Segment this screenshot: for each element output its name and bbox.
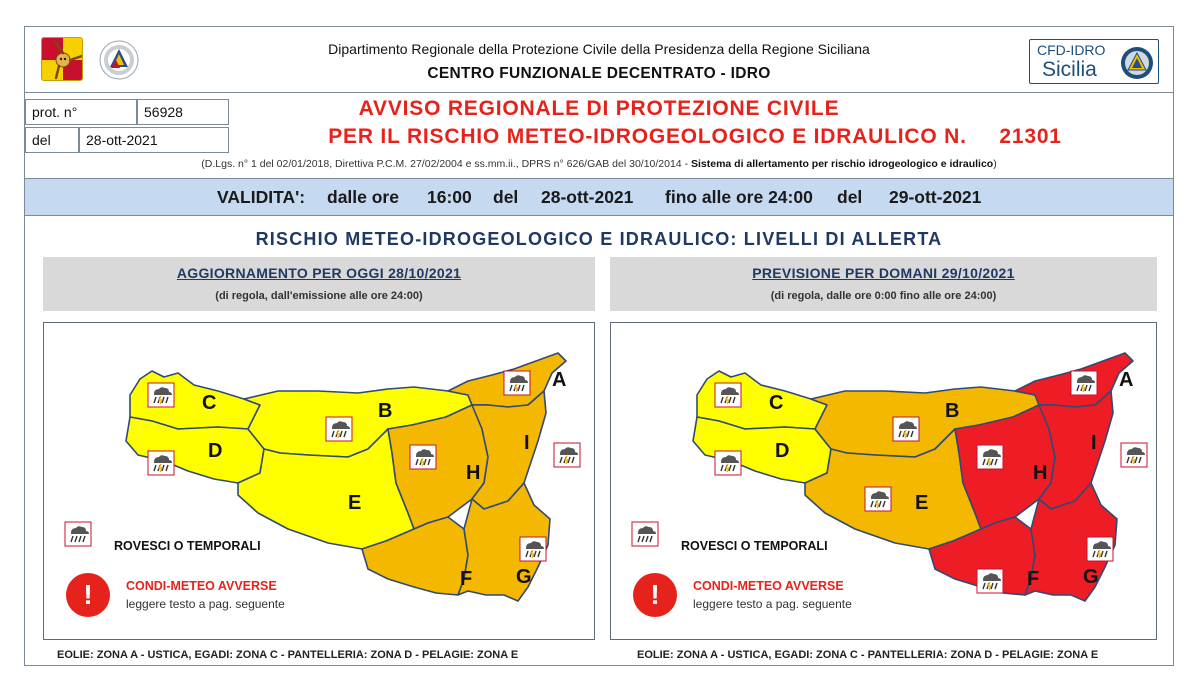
notice-subtitle (245, 125, 1145, 149)
alert-text: leggere testo a pag. seguente (126, 597, 285, 611)
storm-icon (1071, 371, 1097, 395)
legal-bold: Sistema di allertamento per rischio idrogeologico e idraulico (690, 158, 994, 170)
prot-label: prot. n° (25, 99, 137, 125)
header (25, 27, 1173, 93)
zone-label-d: D (775, 440, 790, 462)
validity-to-date: 29-ott-2021 (889, 187, 982, 207)
storm-icon (504, 371, 530, 395)
legal-reference (25, 158, 1173, 170)
centre-name: CENTRO FUNZIONALE DECENTRATO - IDRO (427, 65, 771, 82)
validity-label: VALIDITA': (217, 187, 306, 207)
zone-label-e: E (915, 492, 929, 514)
zone-label-c: C (769, 392, 784, 414)
islands-note-tomorrow: EOLIE: ZONA A - USTICA, EGADI: ZONA C - PANTELLERIA: ZONA D - PELAGIE: ZONA E (637, 649, 1099, 661)
cfd-logo-box (1029, 39, 1159, 84)
exclamation-icon: ! (66, 573, 110, 617)
risk-levels-title: RISCHIO METEO-IDROGEOLOGICO E IDRAULICO: LIVELLI DI ALLERTA (255, 229, 943, 249)
zone-label-d: D (208, 440, 223, 462)
storm-icon (715, 383, 741, 407)
department-name: Dipartimento Regionale della Protezione Civile della Presidenza della Regione Siciliana (328, 41, 870, 57)
legal-text: (D.Lgs. n° 1 del 02/01/2018, Direttiva P.C.M. 27/02/2004 e ss.mm.ii., DPRS n° 626/GAB del 30/10/2014 - (201, 158, 691, 170)
validity-to-label: fino alle ore 24:00 (665, 187, 813, 207)
validity-del-1: del (493, 187, 519, 207)
zone-label-h: H (1033, 462, 1048, 484)
panel-tomorrow-subtitle: (di regola, dalle ore 0:00 fino alle ore 24:00) (770, 290, 997, 302)
notice-title: AVVISO REGIONALE DI PROTEZIONE CIVILE (358, 97, 840, 120)
alert-text: leggere testo a pag. seguente (693, 597, 852, 611)
storm-icon (410, 445, 436, 469)
storm-icon (893, 417, 919, 441)
zone-label-g: G (1083, 566, 1099, 588)
zone-label-b: B (378, 400, 393, 422)
map-today (43, 322, 595, 640)
storm-icon (64, 521, 92, 547)
storm-icon (1121, 443, 1147, 467)
storm-icon (865, 487, 891, 511)
storm-icon (148, 451, 174, 475)
zone-label-f: F (1027, 568, 1040, 590)
zone-label-a: A (552, 369, 567, 391)
zone-label-b: B (945, 400, 960, 422)
zone-label-f: F (460, 568, 473, 590)
cfd-emblem-icon (1120, 46, 1154, 80)
storm-icon (326, 417, 352, 441)
validity-from-label: dalle ore (327, 187, 399, 207)
validity-from-time: 16:00 (427, 187, 472, 207)
exclamation-icon: ! (633, 573, 677, 617)
legend-storm-label: ROVESCI O TEMPORALI (681, 539, 828, 553)
del-date: 28-ott-2021 (79, 127, 229, 153)
panel-tomorrow-title: PREVISIONE PER DOMANI 29/10/2021 (752, 265, 1015, 281)
bulletin-frame (24, 26, 1174, 666)
zone-label-i: I (524, 432, 530, 454)
panel-tomorrow-header (610, 257, 1157, 311)
del-label: del (25, 127, 79, 153)
legend-storm-label: ROVESCI O TEMPORALI (114, 539, 261, 553)
storm-icon (554, 443, 580, 467)
storm-icon (520, 537, 546, 561)
panel-today-title: AGGIORNAMENTO PER OGGI 28/10/2021 (176, 265, 462, 281)
storm-icon (1087, 537, 1113, 561)
validity-band (25, 178, 1173, 216)
storm-icon (977, 445, 1003, 469)
storm-icon (631, 521, 659, 547)
map-tomorrow (610, 322, 1157, 640)
zone-label-g: G (516, 566, 532, 588)
zone-label-i: I (1091, 432, 1097, 454)
validity-del-2: del (837, 187, 863, 207)
notice-number: 21301 (999, 125, 1062, 148)
zone-label-e: E (348, 492, 362, 514)
panel-today-header (43, 257, 595, 311)
panel-today-subtitle: (di regola, dall'emissione alle ore 24:00) (215, 290, 423, 302)
alert-title: CONDI-METEO AVVERSE (126, 579, 277, 593)
zone-label-h: H (466, 462, 481, 484)
cfd-label: CFD-IDRO (1037, 42, 1106, 58)
storm-icon (148, 383, 174, 407)
zone-label-c: C (202, 392, 217, 414)
zone-label-a: A (1119, 369, 1134, 391)
islands-note-today: EOLIE: ZONA A - USTICA, EGADI: ZONA C - PANTELLERIA: ZONA D - PELAGIE: ZONA E (57, 649, 519, 661)
legal-end: ) (993, 158, 997, 170)
storm-icon (715, 451, 741, 475)
prot-number: 56928 (137, 99, 229, 125)
notice-subtitle-text: PER IL RISCHIO METEO-IDROGEOLOGICO E IDRAULICO N. (328, 125, 967, 148)
storm-icon (977, 569, 1003, 593)
cfd-region: Sicilia (1042, 58, 1097, 81)
alert-title: CONDI-METEO AVVERSE (693, 579, 844, 593)
validity-from-date: 28-ott-2021 (541, 187, 634, 207)
